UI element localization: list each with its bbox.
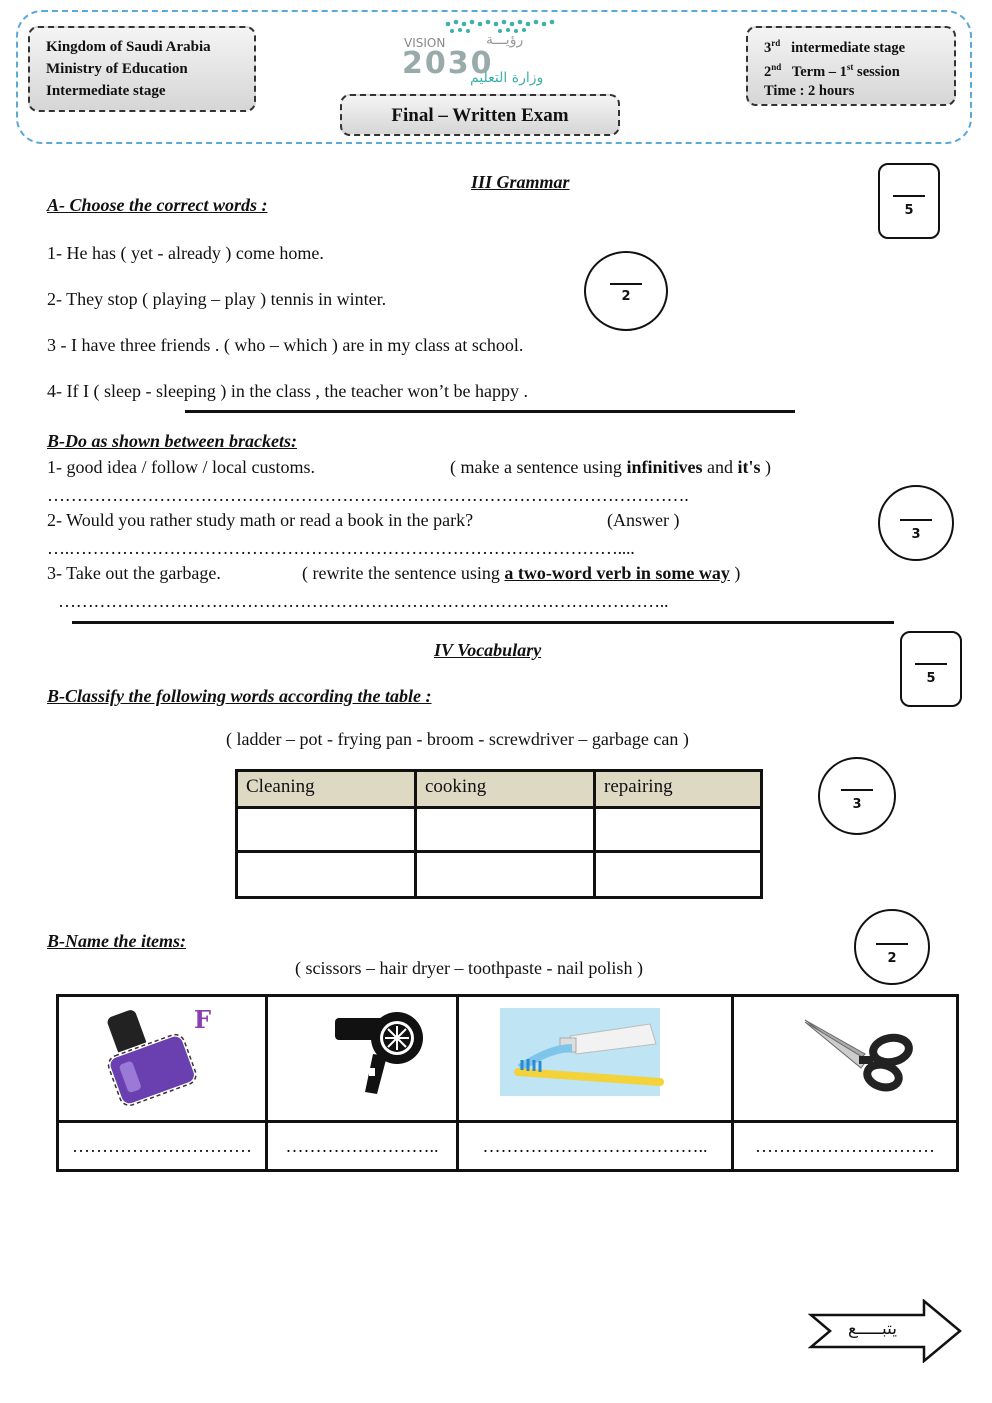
classify-word-bank: ( ladder – pot - frying pan - broom - screwdriver – garbage can ): [226, 729, 689, 749]
part-a-score: 2: [621, 289, 631, 304]
answer-cell[interactable]: [595, 852, 762, 898]
answer-blank[interactable]: ………………………………..: [458, 1122, 733, 1171]
question-b2: 2- Would you rather study math or read a book in the park?: [47, 510, 474, 530]
country-line: Kingdom of Saudi Arabia: [46, 39, 211, 55]
classify-score: 3: [852, 797, 862, 812]
ministry-arabic: وزارة التعليم: [470, 70, 544, 86]
hair-dryer-icon: [269, 998, 455, 1114]
term-line: 2nd Term – 1st session: [764, 61, 900, 80]
grade-line: 3rd intermediate stage: [764, 38, 906, 56]
answers-row: [58, 1122, 958, 1171]
question-b1-instruction: ( make a sentence using infinitives and it's ): [450, 457, 771, 477]
question-b3-instruction: ( rewrite the sentence using a two-word verb in some way ): [302, 563, 741, 583]
part-b-score: 3: [911, 527, 921, 542]
school-info-box: [28, 26, 256, 112]
vision-arabic: رؤيـــة: [486, 32, 524, 48]
divider: [185, 410, 795, 413]
vision-year: 2030: [402, 46, 494, 81]
answer-blank[interactable]: …………………………: [58, 1122, 267, 1171]
classify-title: B-Classify the following words according the table :: [47, 686, 432, 706]
answer-cell[interactable]: [416, 808, 595, 852]
continue-arrow[interactable]: [808, 1299, 964, 1363]
question-b1: 1- good idea / follow / local customs.: [47, 457, 315, 477]
nail-polish-icon: [60, 998, 264, 1114]
name-items-title: B-Name the items:: [47, 931, 186, 951]
grammar-score: 5: [904, 203, 914, 218]
part-a-title: A- Choose the correct words :: [47, 195, 268, 215]
question-b2-instruction: (Answer ): [607, 510, 680, 530]
exam-info-box: [746, 26, 956, 106]
grammar-score-box: [878, 163, 940, 239]
vocabulary-score-box: [900, 631, 962, 707]
continue-label: يتبـــــع: [848, 1319, 897, 1339]
section-divider: [72, 621, 894, 624]
name-items-table: [56, 994, 959, 1172]
svg-text:F: F: [194, 1005, 212, 1034]
scissors-icon: [735, 998, 955, 1114]
answer-blank[interactable]: …………………………: [733, 1122, 958, 1171]
answer-line-b1[interactable]: ……………………………………………………………………………………………….: [47, 485, 689, 505]
vision-2030-logo: [400, 18, 560, 90]
table-row: [237, 808, 762, 852]
question-a1: 1- He has ( yet - already ) come home.: [47, 243, 324, 263]
part-a-score-circle: [584, 251, 668, 331]
column-cooking: cooking: [416, 771, 595, 808]
stage-line: Intermediate stage: [46, 83, 166, 99]
name-items-score-circle: [854, 909, 930, 985]
table-row: [237, 852, 762, 898]
classify-score-circle: [818, 757, 896, 835]
vocabulary-score: 5: [926, 671, 936, 686]
classify-table-header: [237, 771, 762, 808]
name-items-score: 2: [887, 951, 897, 966]
classify-table: [235, 769, 763, 899]
grammar-title: III Grammar: [471, 172, 570, 192]
ministry-line: Ministry of Education: [46, 61, 188, 77]
answer-line-b3[interactable]: …………………………………………………………………………………………..: [58, 591, 669, 611]
question-b3: 3- Take out the garbage.: [47, 563, 221, 583]
answer-line-b2[interactable]: ….…………………………………………………………………………………....: [47, 538, 635, 558]
column-repairing: repairing: [595, 771, 762, 808]
question-a4: 4- If I ( sleep - sleeping ) in the class , the teacher won’t be happy .: [47, 381, 528, 401]
vision-word: VISION: [404, 36, 446, 50]
name-items-word-bank: ( scissors – hair dryer – toothpaste - nail polish ): [295, 958, 643, 978]
images-row: [58, 996, 958, 1122]
answer-cell[interactable]: [416, 852, 595, 898]
exam-title: Final – Written Exam: [340, 94, 620, 136]
answer-cell[interactable]: [237, 808, 416, 852]
answer-cell[interactable]: [237, 852, 416, 898]
answer-blank[interactable]: ……………………..: [267, 1122, 458, 1171]
question-a3: 3 - I have three friends . ( who – which ) are in my class at school.: [47, 335, 524, 355]
part-b-title: B-Do as shown between brackets:: [47, 431, 298, 451]
question-a2: 2- They stop ( playing – play ) tennis in winter.: [47, 289, 387, 309]
vocabulary-title: IV Vocabulary: [434, 640, 542, 660]
answer-cell[interactable]: [595, 808, 762, 852]
column-cleaning: Cleaning: [237, 771, 416, 808]
part-b-score-circle: [878, 485, 954, 561]
time-line: Time : 2 hours: [764, 82, 855, 99]
toothpaste-icon: [460, 998, 730, 1114]
